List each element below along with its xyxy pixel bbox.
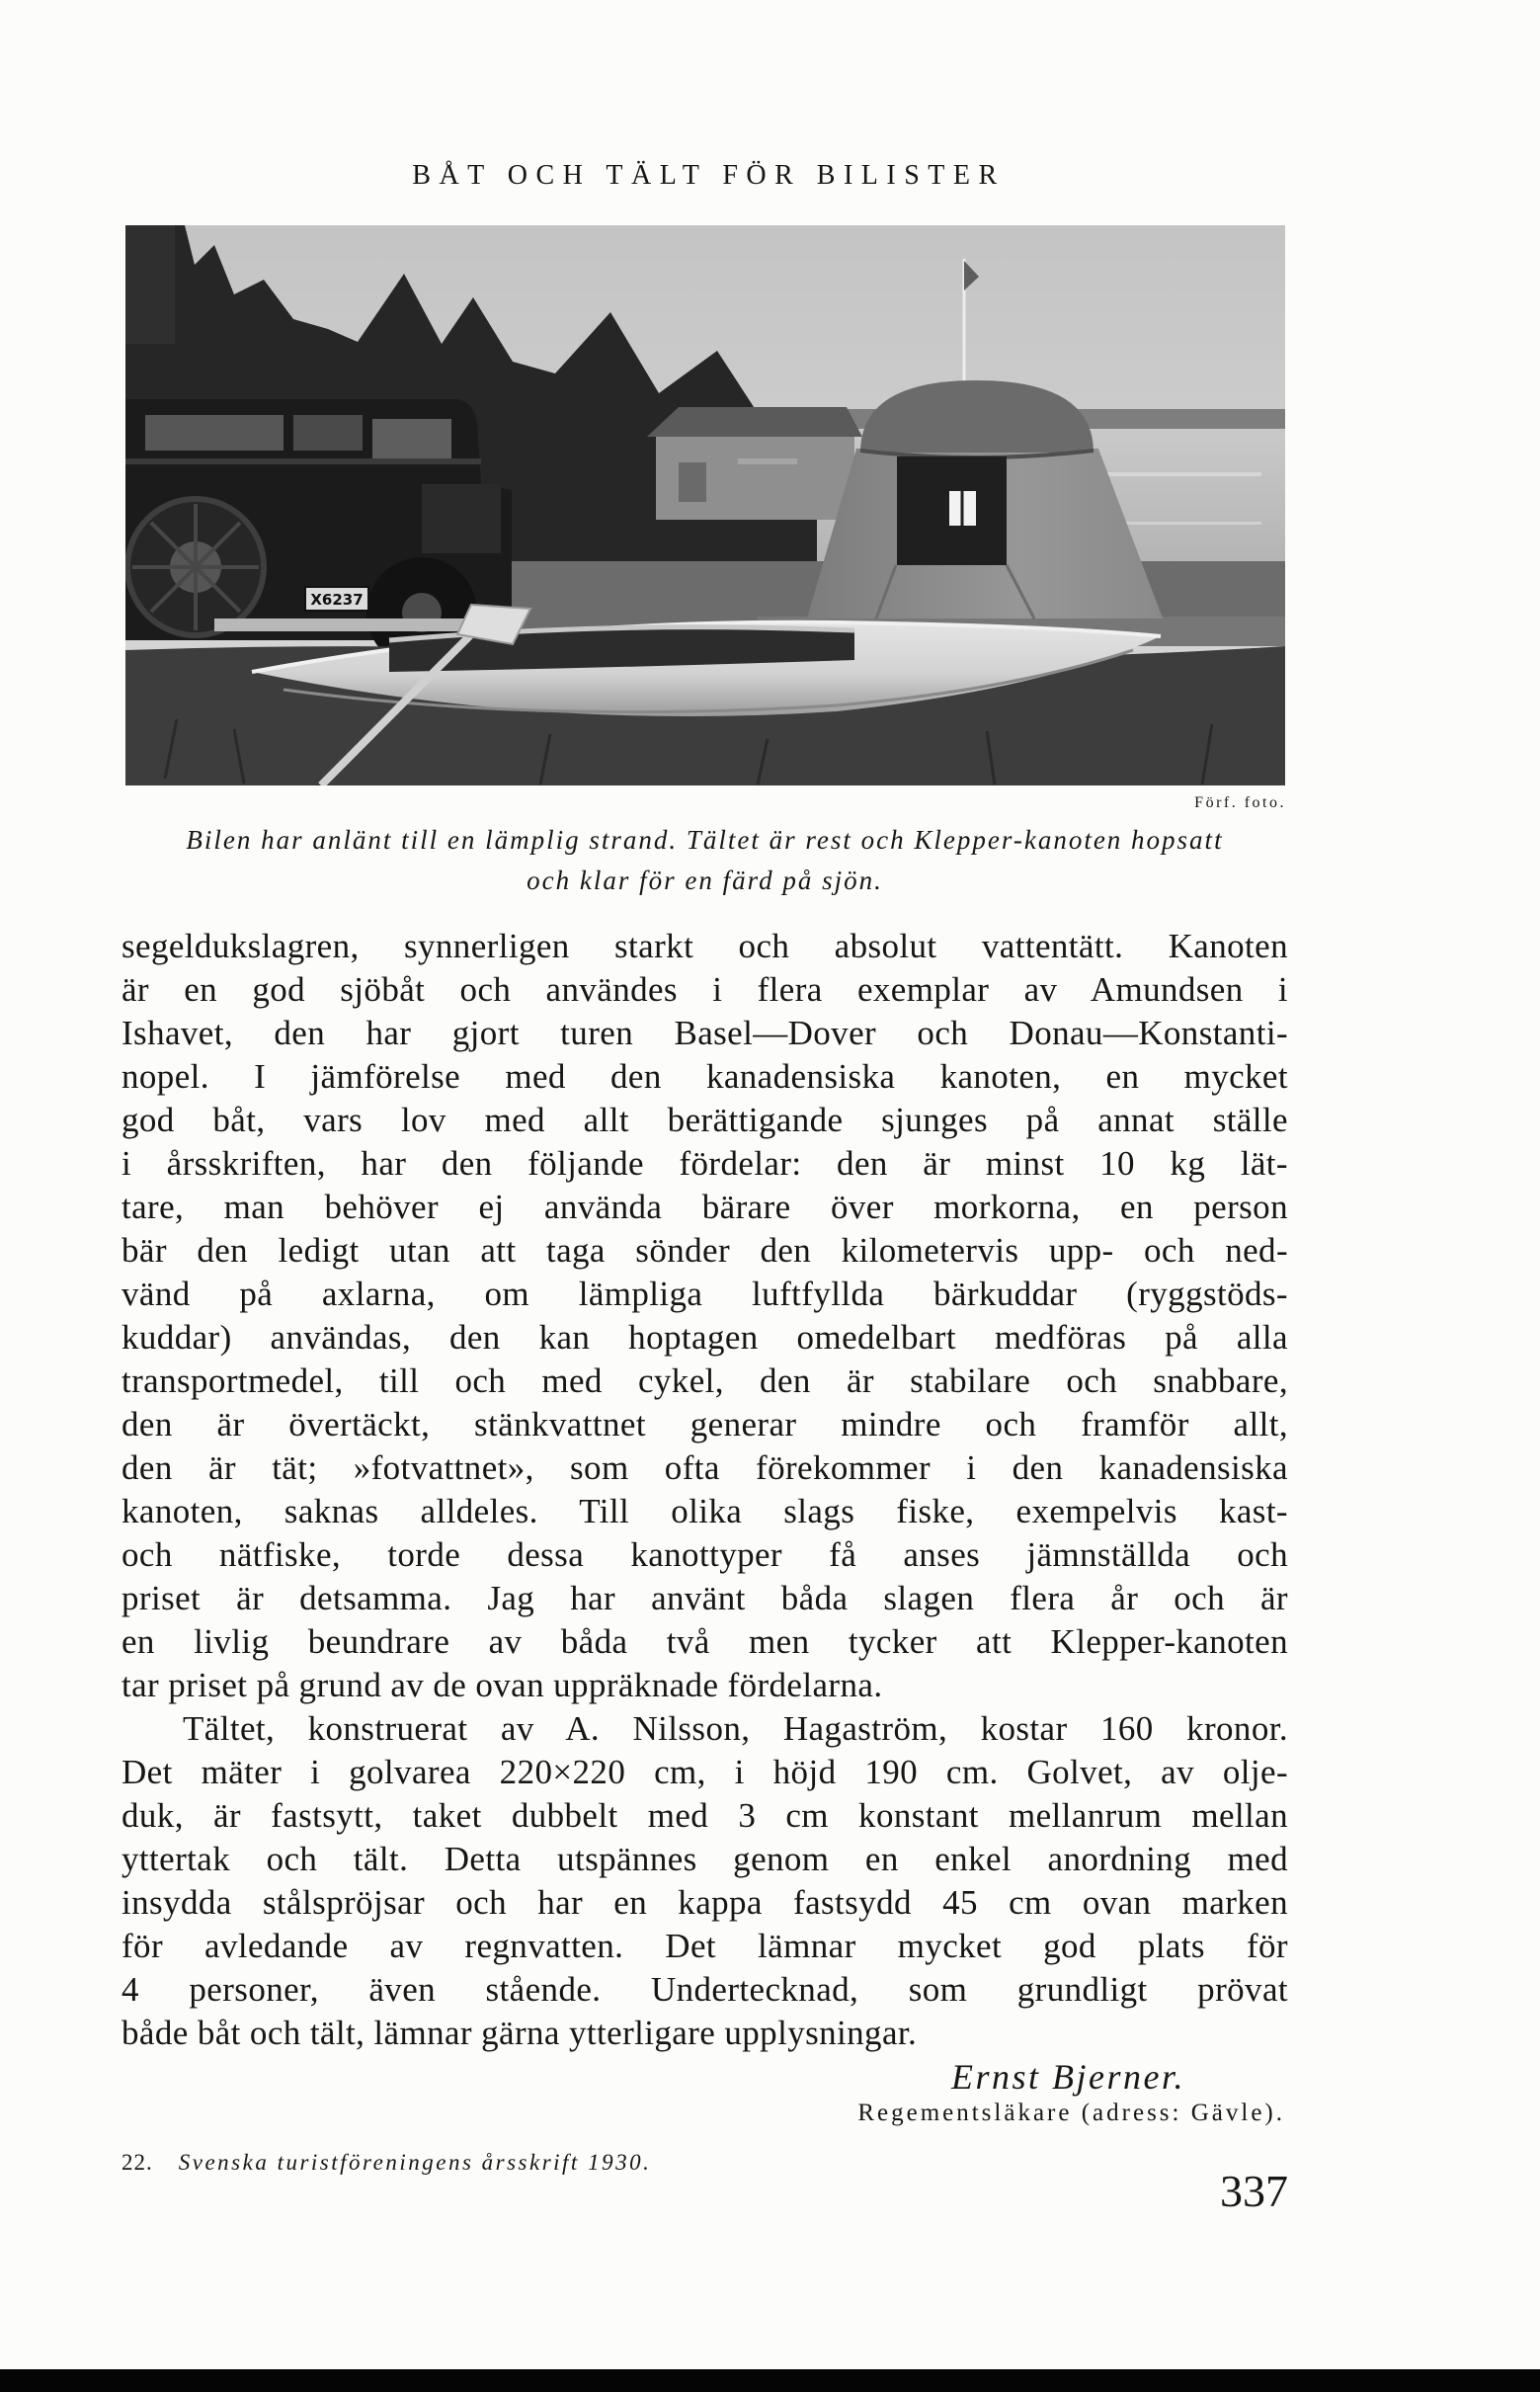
text-line: tare, man behöver ej använda bärare över morkorna, en person	[122, 1188, 1288, 1226]
photo-scene	[125, 225, 1285, 785]
text-line: bär den ledigt utan att taga sönder den kilometervis upp- och ned-	[122, 1231, 1288, 1270]
text-line: den är tät; »fotvattnet», som ofta förekommer i den kanadensiska	[122, 1448, 1288, 1487]
page-number: 337	[1220, 2166, 1288, 2216]
paragraph	[122, 925, 1288, 1707]
text-line: både båt och tält, lämnar gärna ytterligare upplysningar.	[122, 2014, 918, 2052]
svg-text:X6237: X6237	[310, 591, 364, 609]
scan-edge	[0, 2369, 1540, 2392]
text-line: Ishavet, den har gjort turen Basel—Dover och Donau—Konstanti-	[122, 1014, 1288, 1052]
text-line: är en god sjöbåt och användes i flera exemplar av Amundsen i	[122, 970, 1288, 1009]
text-line: för avledande av regnvatten. Det lämnar mycket god plats för	[122, 1927, 1288, 1965]
paragraph	[122, 1707, 1288, 2055]
text-line: transportmedel, till och med cykel, den är stabilare och snabbare,	[122, 1361, 1288, 1400]
boathouse	[647, 407, 862, 520]
text-line: 4 personer, även stående. Undertecknad, som grundligt prövat	[122, 1970, 1288, 2009]
text-line: den är övertäckt, stänkvattnet generar mindre och framför allt,	[122, 1405, 1288, 1443]
text-line: i årsskriften, har den följande fördelar: den är minst 10 kg lät-	[122, 1144, 1288, 1183]
text-line: god båt, vars lov med allt berättigande sjunges på annat ställe	[122, 1101, 1288, 1139]
photo	[125, 225, 1285, 785]
photo-credit: Förf. foto.	[1194, 794, 1286, 811]
caption-line: Bilen har anlänt till en lämplig strand. Tältet är rest och Klepper-kanoten hopsatt	[186, 825, 1224, 855]
text-line: en livlig beundrare av båda två men tycker att Klepper-kanoten	[122, 1622, 1288, 1661]
author-signature: Ernst Bjerner.	[951, 2057, 1185, 2097]
text-line: priset är detsamma. Jag har använt båda slagen flera år och är	[122, 1579, 1288, 1617]
sheet-mark: 22.	[122, 2150, 153, 2175]
author-title: Regementsläkare (adress: Gävle).	[857, 2100, 1285, 2126]
text-line: och nätfiske, torde dessa kanottyper få anses jämnställda och	[122, 1535, 1288, 1574]
body-text	[122, 925, 1288, 2055]
car	[125, 399, 512, 668]
text-line: nopel. I jämförelse med den kanadensiska kanoten, en mycket	[122, 1057, 1288, 1096]
text-line: yttertak och tält. Detta utspännes genom en enkel anordning med	[122, 1840, 1288, 1878]
bumper	[214, 619, 491, 631]
text-line: segeldukslagren, synnerligen starkt och absolut vattentätt. Kanoten	[122, 927, 1288, 965]
publication-name: Svenska turistföreningens årsskrift 1930.	[178, 2150, 652, 2175]
text-line: vänd på axlarna, om lämpliga luftfyllda bärkuddar (ryggstöds-	[122, 1275, 1288, 1313]
text-line: kanoten, saknas alldeles. Till olika slags fiske, exempelvis kast-	[122, 1492, 1288, 1530]
text-line: duk, är fastsytt, taket dubbelt med 3 cm konstant mellanrum mellan	[122, 1796, 1288, 1835]
text-line: Det mäter i golvarea 220×220 cm, i höjd 190 cm. Golvet, av olje-	[122, 1753, 1288, 1791]
caption-line: och klar för en färd på sjön.	[527, 866, 883, 895]
running-head: BÅT OCH TÄLT FÖR BILISTER	[412, 160, 1006, 191]
photo-caption	[122, 820, 1288, 901]
footer-imprint	[122, 2147, 651, 2179]
text-line: Tältet, konstruerat av A. Nilsson, Hagaström, kostar 160 kronor.	[183, 1709, 1288, 1748]
text-line: tar priset på grund av de ovan uppräknade fördelarna.	[122, 1666, 883, 1704]
text-line: insydda stålspröjsar och har en kappa fastsydd 45 cm ovan marken	[122, 1883, 1288, 1922]
text-line: kuddar) användas, den kan hoptagen omedelbart medföras på alla	[122, 1318, 1288, 1357]
license-plate	[305, 587, 368, 611]
